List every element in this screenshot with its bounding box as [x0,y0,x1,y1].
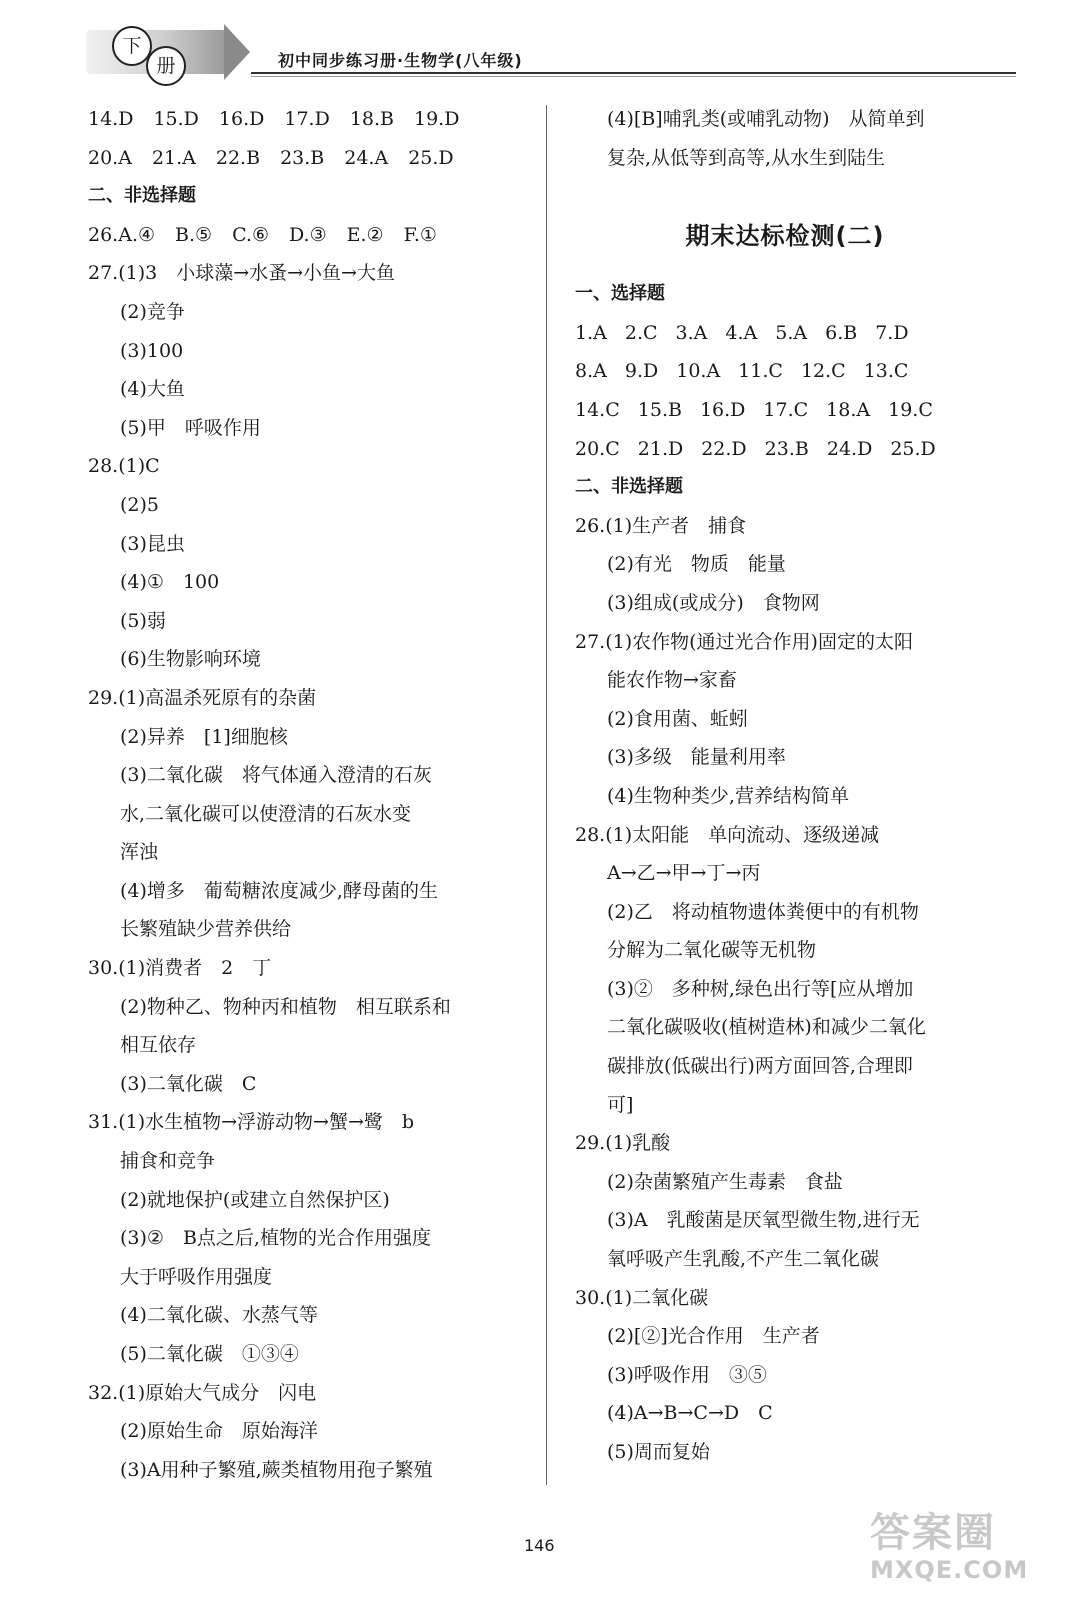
header-rule-thin [251,76,1016,77]
answer-line: 水,二氧化碳可以使澄清的石灰水变 [120,802,412,825]
answer-line: (3)二氧化碳 C [120,1072,257,1095]
answer-cell: 1.A [575,321,607,344]
answer-line: (4)① 100 [120,571,220,594]
answer-line: (3)A 乳酸菌是厌氧型微生物,进行无 [607,1209,920,1232]
answer-cell: 18.B [349,108,394,130]
answer-line: (5)甲 呼吸作用 [120,416,261,439]
answer-cell: 3.A [675,321,708,344]
answer-line: (2)杂菌繁殖产生毒素 食盐 [607,1170,843,1193]
answer-line: (3)100 [120,339,184,362]
answer-line: 可] [607,1093,634,1116]
answer-line: (2)有光 物质 能量 [607,553,786,576]
answer-cell: 23.B [764,437,809,460]
page-header [86,24,1016,84]
answer-line: (2)物种乙、物种丙和植物 相互联系和 [120,995,451,1018]
watermark-url: MXQE.COM [870,1556,1029,1584]
answer-line: (3)呼吸作用 ③⑤ [607,1363,767,1386]
answer-row [575,430,1015,469]
answer-line: (5)二氧化碳 ①③④ [120,1343,299,1365]
volume-badge-bottom: 册 [146,46,186,86]
answer-line: (2)就地保护(或建立自然保护区) [120,1188,390,1211]
answer-cell: 25.D [890,437,936,460]
answer-line: 浑浊 [120,841,159,864]
answer-row [575,314,1015,353]
answer-line: (2)[②]光合作用 生产者 [607,1325,820,1348]
answer-row [88,139,528,178]
answer-cell: 21.D [637,437,684,460]
answer-line: 二氧化碳吸收(植树造林)和减少二氧化 [607,1016,926,1039]
answer-line: (2)食用菌、蚯蚓 [607,707,748,730]
answer-cell: 24.D [826,437,873,460]
answer-line: 捕食和竞争 [120,1150,216,1173]
answer-line: 碳排放(低碳出行)两方面回答,合理即 [607,1055,913,1078]
answer-cell: 8.A [575,360,607,383]
answer-cell: 26.A.④ [88,223,156,246]
answer-cell: 22.B [215,146,261,169]
answer-cell: 22.D [701,437,747,460]
answer-line: (2)乙 将动植物遗体粪便中的有机物 [607,900,919,923]
answer-row [88,216,528,255]
answer-line: (3)多级 能量利用率 [607,746,786,769]
answer-line: (2)异养 [1]细胞核 [120,725,288,748]
page-number: 146 [524,1536,555,1555]
watermark-logo [870,1510,1070,1590]
answer-cell: 23.B [280,146,325,169]
answer-line: 氧呼吸产生乳酸,不产生二氧化碳 [607,1248,880,1271]
answer-cell: 15.B [637,398,682,421]
question-line: 29.(1)高温杀死原有的杂菌 [88,686,317,709]
answer-cell: 2.C [624,321,658,344]
answer-cell: 17.C [763,398,809,421]
question-line: 28.(1)太阳能 单向流动、逐级递减 [575,823,880,846]
exam-title: 期末达标检测(二) [685,222,885,251]
answer-cell: 21.A [151,146,196,169]
left-column [88,100,528,1489]
answer-cell: C.⑥ [232,223,269,246]
answer-line: (3)二氧化碳 将气体通入澄清的石灰 [120,764,432,787]
answer-line: (4)A→B→C→D C [607,1402,773,1425]
answer-cell: 19.D [414,108,460,130]
answer-cell: 11.C [738,360,783,383]
answer-cell: 20.C [575,437,620,460]
answer-line: (3)② 多种树,绿色出行等[应从增加 [607,977,914,1000]
header-arrow-graphic [224,24,250,80]
answer-cell: 10.A [676,360,721,383]
answer-cell: 24.A [344,146,389,169]
section-spacer [575,177,1015,197]
answer-row [88,100,528,139]
answer-cell: 13.C [863,360,909,383]
answer-line: (4)二氧化碳、水蒸气等 [120,1304,318,1327]
answer-cell: 12.C [800,360,846,383]
question-line: 26.(1)生产者 捕食 [575,514,747,537]
answer-cell: 16.D [218,108,265,130]
answer-cell: 9.D [624,360,659,383]
question-line: 30.(1)消费者 2 丁 [88,957,272,980]
answer-line: (2)5 [120,493,160,516]
answer-line: (4)大鱼 [120,378,185,401]
answer-cell: 6.B [825,321,858,344]
question-line: 27.(1)农作物(通过光合作用)固定的太阳 [575,630,913,653]
section-heading: 二、非选择题 [88,185,196,207]
answer-line: 长繁殖缺少营养供给 [120,918,292,941]
answer-line: (3)组成(或成分) 食物网 [607,591,820,614]
watermark-main: 答案圈 [870,1510,996,1556]
answer-line: (5)周而复始 [607,1441,710,1463]
answer-line: 复杂,从低等到高等,从水生到陆生 [607,146,886,169]
answer-cell: 18.A [826,398,871,421]
column-divider [546,105,547,1485]
answer-line: (4)增多 葡萄糖浓度减少,酵母菌的生 [120,879,438,902]
question-line: 32.(1)原始大气成分 闪电 [88,1381,317,1404]
question-line: 29.(1)乳酸 [575,1132,671,1155]
answer-cell: 20.A [88,146,132,169]
answer-cell: 16.D [699,398,746,421]
book-title: 初中同步练习册·生物学(八年级) [278,51,523,70]
question-line: 31.(1)水生植物→浮游动物→蟹→鹭 b [88,1111,415,1134]
answer-line: A→乙→甲→丁→丙 [607,862,761,885]
answer-row [575,352,1015,391]
right-column [575,100,1015,1472]
answer-line: (2)原始生命 原始海洋 [120,1420,318,1443]
answer-cell: 25.D [408,146,454,169]
answer-cell: 17.D [284,108,330,130]
answer-line: 能农作物→家畜 [607,669,737,692]
answer-cell: 14.C [575,398,620,421]
answer-line: 大于呼吸作用强度 [120,1265,273,1288]
answer-line: (5)弱 [120,609,166,632]
section-heading: 一、选择题 [575,283,665,305]
answer-line: (3)② B点之后,植物的光合作用强度 [120,1227,431,1250]
answer-cell: F.① [403,223,437,246]
answer-cell: 15.D [153,108,199,130]
answer-line: 相互依存 [120,1034,197,1057]
question-line: 30.(1)二氧化碳 [575,1286,709,1309]
question-line: 28.(1)C [88,455,160,478]
answer-line: (6)生物影响环境 [120,648,261,671]
question-line: 27.(1)3 小球藻→水蚤→小鱼→大鱼 [88,262,395,285]
answer-line: 分解为二氧化碳等无机物 [607,939,817,962]
section-heading: 二、非选择题 [575,476,683,498]
answer-cell: 5.A [775,321,808,344]
answer-cell: B.⑤ [175,223,213,246]
answer-line: (3)昆虫 [120,532,185,555]
answer-line: (4)[B]哺乳类(或哺乳动物) 从简单到 [607,108,925,130]
answer-line: (4)生物种类少,营养结构简单 [607,784,849,807]
answer-cell: 4.A [725,321,758,344]
answer-cell: E.② [346,223,384,246]
answer-line: (3)A用种子繁殖,蕨类植物用孢子繁殖 [120,1458,433,1481]
volume-badge-top: 下 [112,26,152,66]
answer-cell: 19.C [888,398,933,421]
answer-cell: 7.D [875,321,909,344]
answer-row [575,391,1015,430]
answer-cell: D.③ [289,223,327,246]
header-rule [251,72,1016,74]
answer-line: (2)竞争 [120,300,185,323]
answer-cell: 14.D [88,108,134,130]
